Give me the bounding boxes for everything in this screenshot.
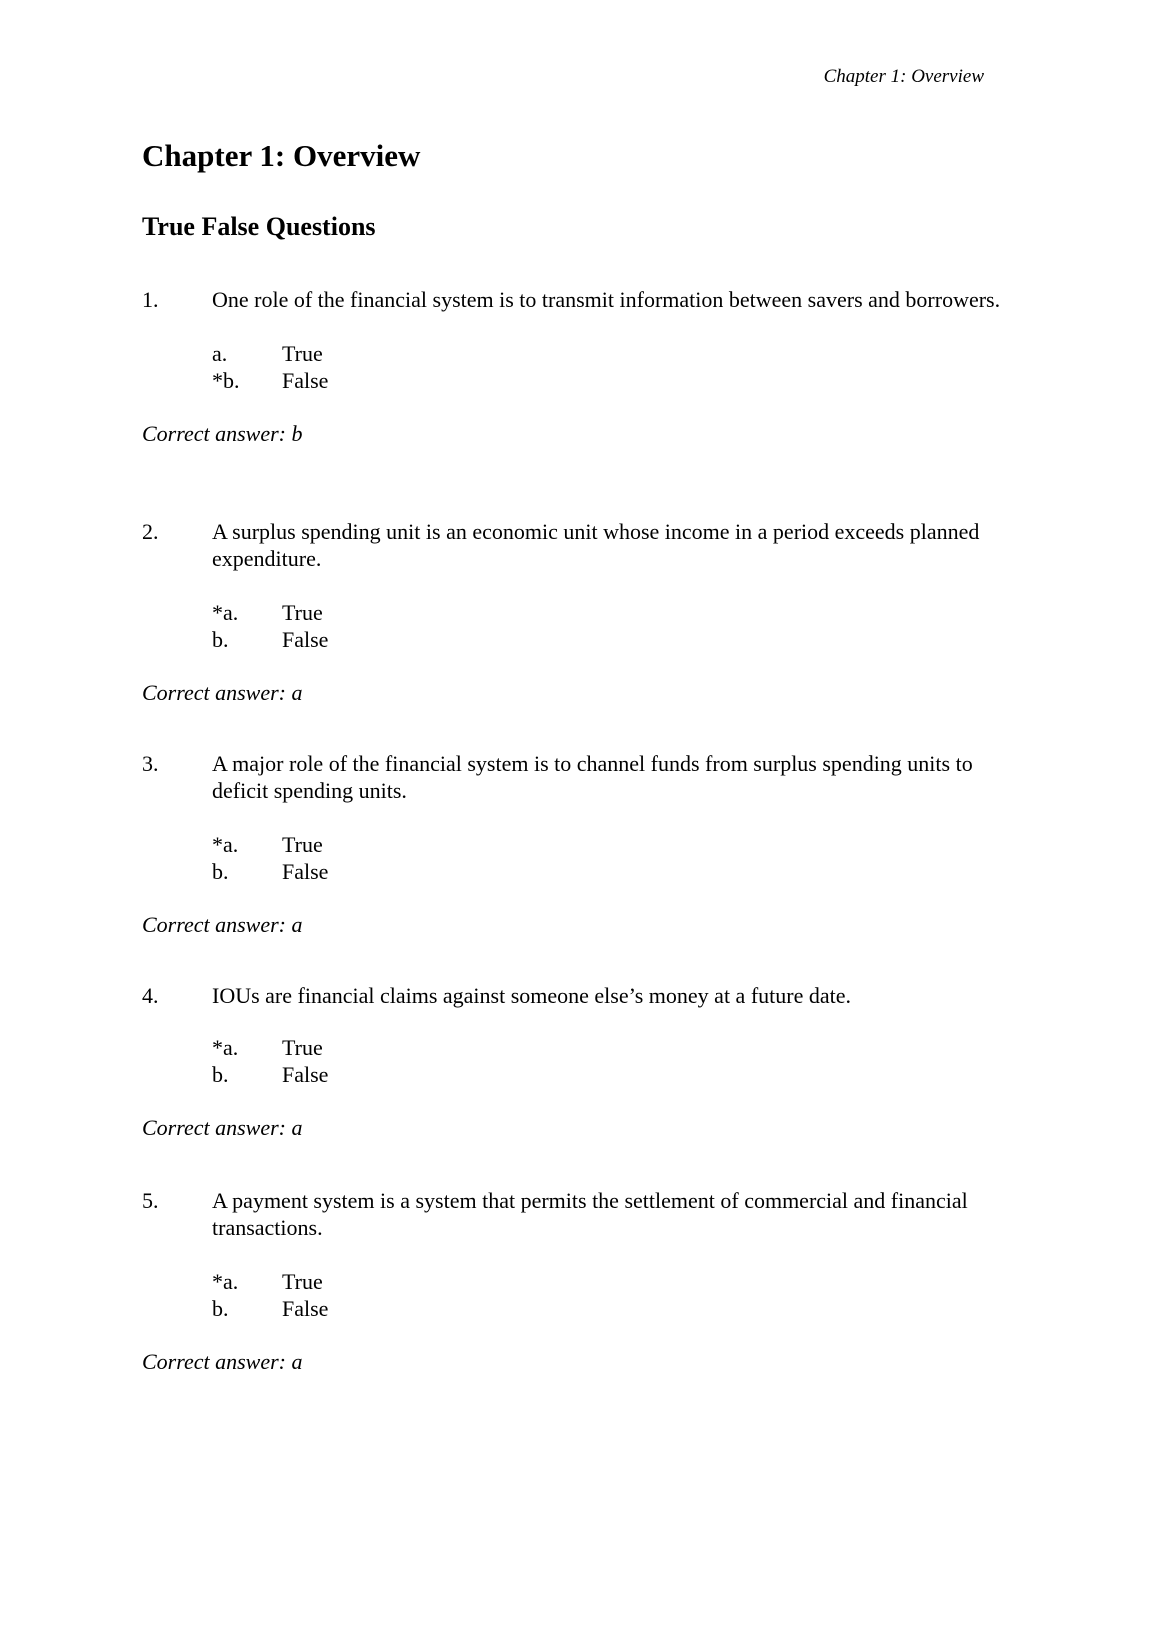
question-stem — [142, 518, 1022, 572]
option-marker: *b. — [212, 368, 240, 393]
option-a — [212, 831, 1022, 858]
option-label: False — [282, 1062, 329, 1087]
question-stem — [142, 1187, 1022, 1241]
option-b — [212, 626, 1022, 653]
option-list — [142, 1034, 1022, 1088]
option-label: False — [282, 859, 329, 884]
option-label: False — [282, 368, 329, 393]
question-number: 3. — [142, 751, 159, 776]
correct-answer: Correct answer: a — [142, 680, 303, 705]
question-number: 5. — [142, 1188, 159, 1213]
option-marker: *a. — [212, 1269, 239, 1294]
correct-answer: Correct answer: a — [142, 1115, 303, 1140]
question-3 — [142, 750, 1022, 938]
option-label: False — [282, 627, 329, 652]
option-b — [212, 367, 1022, 394]
option-marker: a. — [212, 341, 228, 366]
question-4 — [142, 982, 1022, 1141]
question-1 — [142, 286, 1022, 447]
option-label: True — [282, 1269, 323, 1294]
question-text: One role of the financial system is to transmit information between savers and borrowers. — [212, 287, 1001, 312]
question-text: IOUs are financial claims against someone else’s money at a future date. — [212, 983, 851, 1008]
question-stem — [142, 982, 1022, 1009]
option-label: True — [282, 832, 323, 857]
question-stem — [142, 286, 1022, 313]
option-label: True — [282, 1035, 323, 1060]
correct-answer: Correct answer: a — [142, 912, 303, 937]
question-number: 4. — [142, 983, 159, 1008]
question-2 — [142, 518, 1022, 706]
option-b — [212, 1295, 1022, 1322]
option-marker: b. — [212, 627, 229, 652]
option-b — [212, 1061, 1022, 1088]
option-label: True — [282, 600, 323, 625]
option-marker: b. — [212, 1296, 229, 1321]
question-5 — [142, 1187, 1022, 1375]
running-header: Chapter 1: Overview — [823, 66, 984, 87]
option-b — [212, 858, 1022, 885]
section-title: True False Questions — [142, 212, 376, 241]
question-number: 1. — [142, 287, 159, 312]
option-list — [142, 1268, 1022, 1322]
question-stem — [142, 750, 1022, 804]
option-a — [212, 1034, 1022, 1061]
option-marker: *a. — [212, 1035, 239, 1060]
page-title: Chapter 1: Overview — [142, 138, 421, 173]
option-a — [212, 340, 1022, 367]
question-number: 2. — [142, 519, 159, 544]
question-text: A payment system is a system that permits the settlement of commercial and financial transactions. — [212, 1188, 968, 1240]
question-text: A major role of the financial system is to channel funds from surplus spending units to deficit spending units. — [212, 751, 973, 803]
option-a — [212, 1268, 1022, 1295]
option-label: False — [282, 1296, 329, 1321]
option-marker: b. — [212, 1062, 229, 1087]
option-list — [142, 599, 1022, 653]
option-list — [142, 831, 1022, 885]
option-label: True — [282, 341, 323, 366]
option-marker: *a. — [212, 832, 239, 857]
question-text: A surplus spending unit is an economic unit whose income in a period exceeds planned expenditure. — [212, 519, 980, 571]
correct-answer: Correct answer: a — [142, 1349, 303, 1374]
correct-answer: Correct answer: b — [142, 421, 303, 446]
option-marker: *a. — [212, 600, 239, 625]
option-a — [212, 599, 1022, 626]
option-marker: b. — [212, 859, 229, 884]
option-list — [142, 340, 1022, 394]
